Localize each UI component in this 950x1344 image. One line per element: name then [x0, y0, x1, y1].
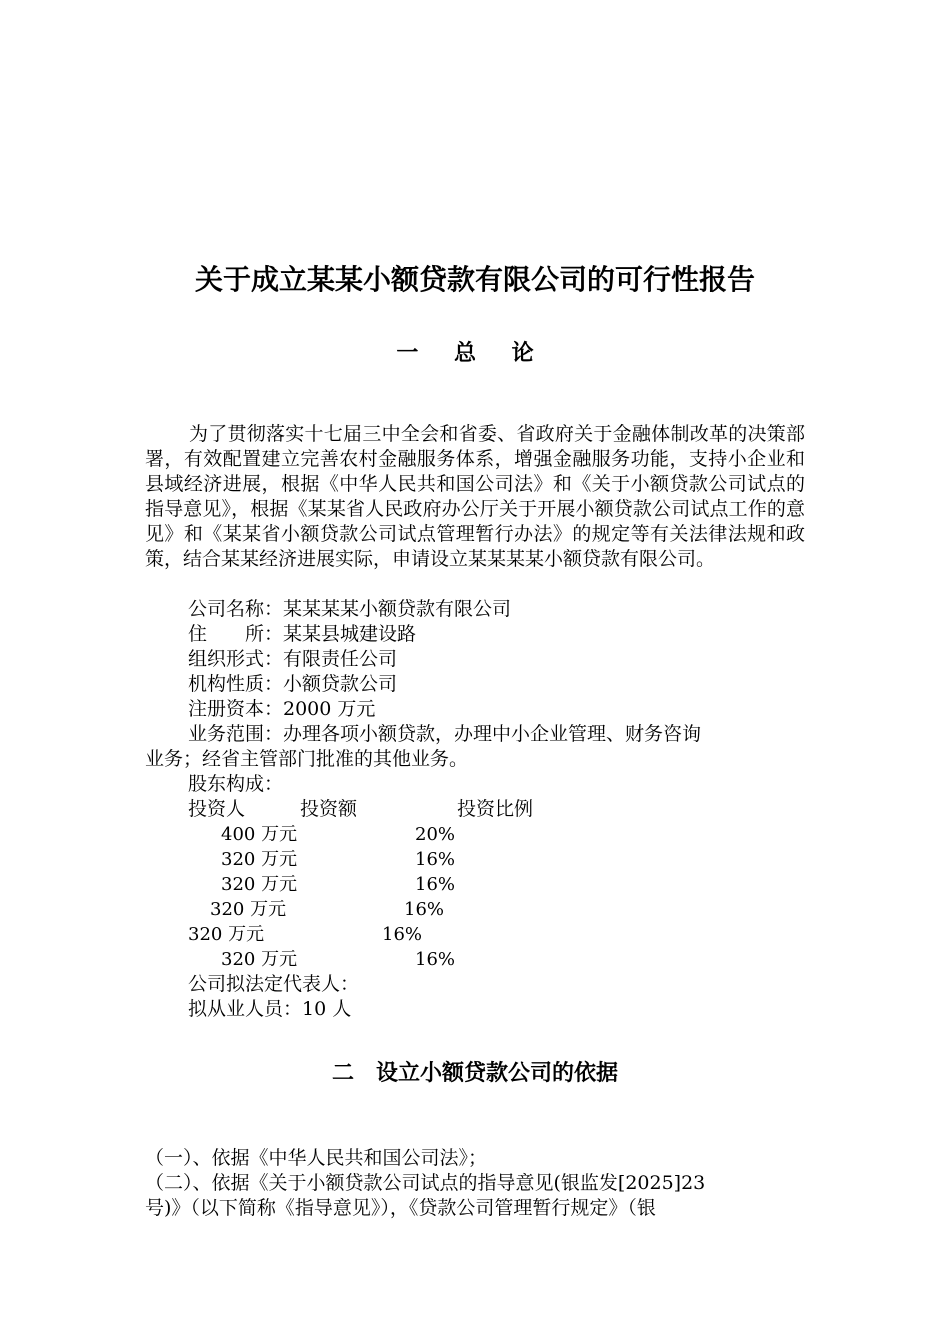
- table-header-investor: 投资人: [188, 798, 246, 820]
- address-line: 住 所：某某县城建设路: [188, 623, 417, 645]
- table-row-ratio: 16%: [382, 924, 423, 945]
- table-row-ratio: 16%: [404, 899, 445, 920]
- nature-line: 机构性质：小额贷款公司: [188, 673, 398, 695]
- table-row-amount: 320 万元: [221, 849, 298, 870]
- table-row-amount: 320 万元: [221, 874, 298, 895]
- document-title: 关于成立某某小额贷款有限公司的可行性报告: [194, 263, 755, 296]
- scope-line-1: 业务范围：办理各项小额贷款，办理中小企业管理、财务咨询: [188, 723, 702, 745]
- legal-rep-line: 公司拟法定代表人：: [188, 973, 360, 995]
- table-row-amount: 320 万元: [210, 899, 287, 920]
- capital-line: 注册资本：2000 万元: [188, 698, 376, 720]
- table-header-ratio: 投资比例: [457, 798, 534, 820]
- section-heading-basis: 二 设立小额贷款公司的依据: [331, 1061, 618, 1086]
- table-row-ratio: 16%: [415, 949, 456, 970]
- shareholders-label: 股东构成：: [188, 773, 284, 795]
- basis-item-2-line-2: 号)》（以下简称《指导意见》），《贷款公司管理暂行规定》（银: [145, 1197, 656, 1219]
- table-row-amount: 400 万元: [221, 824, 298, 845]
- table-row-ratio: 16%: [415, 849, 456, 870]
- table-row-amount: 320 万元: [188, 924, 265, 945]
- basis-item-2-line-1: （二）、依据《关于小额贷款公司试点的指导意见(银监发[2025]23: [145, 1172, 706, 1194]
- intro-paragraph: 为了贯彻落实十七届三中全会和省委、省政府关于金融体制改革的决策部署，有效配置建立完善农村金融服务体系，增强金融服务功能，支持小企业和县域经济进展，根据《中华人民共和国公司法》和《关于小额贷款公司试点的指导意见》，根据《某某省人民政府办公厅关于开展小额贷款公司试点工作的意见》和《某某省小额贷款公司试点管理暂行办法》的规定等有关法律法规和政策，结合某某经济进展实际，申请设立某某某某小额贷款有限公司。: [145, 423, 805, 570]
- table-row-ratio: 20%: [415, 824, 456, 845]
- company-name-line: 公司名称：某某某某小额贷款有限公司: [188, 598, 512, 620]
- section-heading-general: 一 总 论: [396, 341, 534, 366]
- table-row-amount: 320 万元: [221, 949, 298, 970]
- basis-item-1: （一）、依据《中华人民共和国公司法》；: [145, 1147, 488, 1169]
- table-row-ratio: 16%: [415, 874, 456, 895]
- table-header-amount: 投资额: [300, 798, 358, 820]
- org-form-line: 组织形式：有限责任公司: [188, 648, 398, 670]
- scope-line-2: 业务；经省主管部门批准的其他业务。: [145, 748, 469, 770]
- staff-line: 拟从业人员：10 人: [188, 998, 352, 1020]
